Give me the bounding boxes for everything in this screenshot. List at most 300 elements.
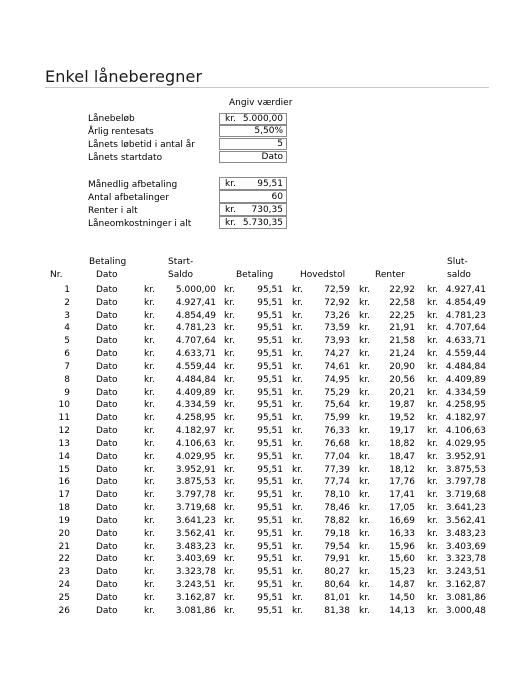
principal-amount: 74,61 — [324, 361, 350, 372]
payment-amount: 95,51 — [257, 400, 283, 411]
table-row — [0, 348, 520, 361]
interest-currency: kr. — [359, 323, 370, 334]
payment-amount: 95,51 — [257, 503, 283, 514]
col-header-nr: Nr. — [50, 270, 63, 280]
interest-amount: 21,91 — [389, 323, 415, 334]
interest-amount: 19,87 — [389, 400, 415, 411]
start-balance: 3.483,23 — [175, 541, 216, 552]
row-date: Dato — [96, 297, 118, 308]
principal-amount: 78,46 — [324, 503, 350, 514]
table-row — [0, 592, 520, 605]
row-date: Dato — [96, 490, 118, 501]
payment-amount: 95,51 — [257, 310, 283, 321]
row-date: Dato — [96, 554, 118, 565]
end-balance: 3.483,23 — [445, 528, 486, 539]
principal-currency: kr. — [292, 464, 303, 475]
row-number: 12 — [58, 426, 70, 437]
payment-amount: 95,51 — [257, 580, 283, 591]
interest-rate-label: Årlig rentesats — [88, 127, 154, 137]
start-balance-currency: kr. — [144, 349, 155, 360]
interest-currency: kr. — [359, 361, 370, 372]
loan-amount-currency: kr. — [225, 114, 236, 124]
principal-amount: 74,95 — [324, 374, 350, 385]
interest-currency: kr. — [359, 374, 370, 385]
principal-amount: 79,91 — [324, 554, 350, 565]
start-balance-currency: kr. — [144, 374, 155, 385]
row-date: Dato — [96, 451, 118, 462]
row-number: 8 — [64, 374, 70, 385]
end-balance: 3.243,51 — [445, 567, 486, 578]
total-cost-box — [219, 216, 287, 229]
interest-amount: 17,41 — [389, 490, 415, 501]
payment-currency: kr. — [224, 554, 235, 565]
start-balance-currency: kr. — [144, 592, 155, 603]
col-header-payment: Betaling — [236, 270, 274, 280]
principal-amount: 77,39 — [324, 464, 350, 475]
principal-currency: kr. — [292, 503, 303, 514]
end-balance-currency: kr. — [427, 400, 438, 411]
row-number: 10 — [58, 400, 70, 411]
start-balance: 4.106,63 — [175, 438, 216, 449]
start-balance-currency: kr. — [144, 515, 155, 526]
loan-term-value: 5 — [277, 139, 283, 149]
row-number: 4 — [64, 323, 70, 334]
table-row — [0, 566, 520, 579]
total-interest-label: Renter i alt — [88, 206, 138, 216]
end-balance-currency: kr. — [427, 605, 438, 616]
principal-amount: 81,01 — [324, 592, 350, 603]
row-number: 22 — [58, 554, 70, 565]
end-balance-currency: kr. — [427, 310, 438, 321]
table-row — [0, 322, 520, 335]
payment-currency: kr. — [224, 580, 235, 591]
row-date: Dato — [96, 580, 118, 591]
start-balance-currency: kr. — [144, 605, 155, 616]
start-balance: 4.334,59 — [175, 400, 216, 411]
payment-currency: kr. — [224, 464, 235, 475]
total-cost-label: Låneomkostninger i alt — [88, 219, 192, 229]
start-balance-currency: kr. — [144, 541, 155, 552]
row-number: 16 — [58, 477, 70, 488]
table-row — [0, 335, 520, 348]
title-divider — [45, 87, 489, 88]
payment-currency: kr. — [224, 451, 235, 462]
start-balance: 4.854,49 — [175, 310, 216, 321]
interest-amount: 18,47 — [389, 451, 415, 462]
start-balance: 4.484,84 — [175, 374, 216, 385]
payment-currency: kr. — [224, 438, 235, 449]
end-balance-currency: kr. — [427, 336, 438, 347]
end-balance-currency: kr. — [427, 541, 438, 552]
end-balance-currency: kr. — [427, 297, 438, 308]
end-balance: 4.182,97 — [445, 413, 486, 424]
start-balance: 4.781,23 — [175, 323, 216, 334]
col-header-end-balance-line2: saldo — [447, 270, 471, 280]
row-date: Dato — [96, 477, 118, 488]
payment-amount: 95,51 — [257, 374, 283, 385]
row-number: 18 — [58, 503, 70, 514]
table-row — [0, 412, 520, 425]
row-date: Dato — [96, 567, 118, 578]
table-row — [0, 438, 520, 451]
row-date: Dato — [96, 285, 118, 295]
payment-currency: kr. — [224, 336, 235, 347]
table-row — [0, 284, 520, 297]
interest-currency: kr. — [359, 541, 370, 552]
end-balance: 3.081,86 — [445, 592, 486, 603]
end-balance: 3.641,23 — [445, 503, 486, 514]
table-row — [0, 528, 520, 541]
interest-amount: 22,25 — [389, 310, 415, 321]
end-balance-currency: kr. — [427, 464, 438, 475]
start-balance-currency: kr. — [144, 528, 155, 539]
table-row — [0, 541, 520, 554]
total-cost-currency: kr. — [225, 218, 236, 228]
interest-amount: 22,92 — [389, 285, 415, 295]
start-balance: 4.707,64 — [175, 336, 216, 347]
table-row — [0, 605, 520, 618]
row-number: 13 — [58, 438, 70, 449]
principal-currency: kr. — [292, 349, 303, 360]
payment-amount: 95,51 — [257, 426, 283, 437]
payment-amount: 95,51 — [257, 361, 283, 372]
end-balance: 3.875,53 — [445, 464, 486, 475]
table-row — [0, 425, 520, 438]
end-balance-currency: kr. — [427, 285, 438, 295]
principal-currency: kr. — [292, 438, 303, 449]
payment-amount: 95,51 — [257, 323, 283, 334]
principal-currency: kr. — [292, 541, 303, 552]
table-row — [0, 464, 520, 477]
end-balance: 3.323,78 — [445, 554, 486, 565]
row-date: Dato — [96, 515, 118, 526]
end-balance-currency: kr. — [427, 490, 438, 501]
principal-currency: kr. — [292, 554, 303, 565]
row-date: Dato — [96, 503, 118, 514]
principal-currency: kr. — [292, 515, 303, 526]
principal-amount: 78,10 — [324, 490, 350, 501]
interest-amount: 18,12 — [389, 464, 415, 475]
payment-amount: 95,51 — [257, 349, 283, 360]
col-header-start-balance-line1: Start- — [168, 257, 194, 267]
start-balance-currency: kr. — [144, 285, 155, 295]
start-balance-currency: kr. — [144, 490, 155, 501]
row-number: 1 — [64, 285, 70, 295]
payment-currency: kr. — [224, 310, 235, 321]
principal-amount: 76,68 — [324, 438, 350, 449]
principal-currency: kr. — [292, 567, 303, 578]
principal-currency: kr. — [292, 592, 303, 603]
end-balance-currency: kr. — [427, 413, 438, 424]
end-balance-currency: kr. — [427, 528, 438, 539]
payment-amount: 95,51 — [257, 605, 283, 616]
end-balance: 4.409,89 — [445, 374, 486, 385]
end-balance-currency: kr. — [427, 592, 438, 603]
row-date: Dato — [96, 400, 118, 411]
row-number: 19 — [58, 515, 70, 526]
interest-currency: kr. — [359, 310, 370, 321]
row-date: Dato — [96, 605, 118, 616]
interest-amount: 20,56 — [389, 374, 415, 385]
loan-amount-value: 5.000,00 — [242, 114, 283, 124]
end-balance-currency: kr. — [427, 515, 438, 526]
table-row — [0, 399, 520, 412]
row-date: Dato — [96, 426, 118, 437]
end-balance: 4.258,95 — [445, 400, 486, 411]
interest-amount: 15,23 — [389, 567, 415, 578]
interest-currency: kr. — [359, 567, 370, 578]
interest-amount: 14,87 — [389, 580, 415, 591]
start-balance-currency: kr. — [144, 580, 155, 591]
payment-currency: kr. — [224, 528, 235, 539]
table-row — [0, 489, 520, 502]
end-balance: 3.719,68 — [445, 490, 486, 501]
end-balance-currency: kr. — [427, 580, 438, 591]
interest-currency: kr. — [359, 477, 370, 488]
principal-currency: kr. — [292, 297, 303, 308]
end-balance-currency: kr. — [427, 567, 438, 578]
payment-currency: kr. — [224, 361, 235, 372]
principal-currency: kr. — [292, 490, 303, 501]
col-header-payment-date-line1: Betaling — [89, 257, 127, 267]
interest-amount: 19,17 — [389, 426, 415, 437]
payment-amount: 95,51 — [257, 490, 283, 501]
payment-amount: 95,51 — [257, 528, 283, 539]
principal-amount: 74,27 — [324, 349, 350, 360]
start-balance-currency: kr. — [144, 477, 155, 488]
interest-amount: 14,13 — [389, 605, 415, 616]
interest-currency: kr. — [359, 285, 370, 295]
interest-currency: kr. — [359, 592, 370, 603]
principal-currency: kr. — [292, 451, 303, 462]
payment-amount: 95,51 — [257, 413, 283, 424]
loan-term-field[interactable] — [219, 138, 287, 150]
input-values-header: Angiv værdier — [229, 98, 293, 108]
end-balance: 3.952,91 — [445, 451, 486, 462]
start-balance: 3.719,68 — [175, 503, 216, 514]
interest-amount: 18,82 — [389, 438, 415, 449]
table-row — [0, 387, 520, 400]
start-balance: 3.562,41 — [175, 528, 216, 539]
row-number: 26 — [58, 605, 70, 616]
payment-count-label: Antal afbetalinger — [88, 193, 169, 203]
start-balance-currency: kr. — [144, 503, 155, 514]
principal-amount: 75,64 — [324, 400, 350, 411]
table-row — [0, 361, 520, 374]
principal-amount: 79,18 — [324, 528, 350, 539]
principal-currency: kr. — [292, 374, 303, 385]
end-balance-currency: kr. — [427, 438, 438, 449]
principal-amount: 75,29 — [324, 387, 350, 398]
end-balance-currency: kr. — [427, 323, 438, 334]
end-balance: 3.162,87 — [445, 580, 486, 591]
end-balance-currency: kr. — [427, 374, 438, 385]
payment-currency: kr. — [224, 400, 235, 411]
principal-amount: 80,27 — [324, 567, 350, 578]
interest-currency: kr. — [359, 349, 370, 360]
table-row — [0, 374, 520, 387]
start-balance: 4.182,97 — [175, 426, 216, 437]
end-balance: 4.781,23 — [445, 310, 486, 321]
payment-currency: kr. — [224, 297, 235, 308]
end-balance: 3.403,69 — [445, 541, 486, 552]
end-balance: 4.334,59 — [445, 387, 486, 398]
start-balance-currency: kr. — [144, 387, 155, 398]
payment-currency: kr. — [224, 490, 235, 501]
row-number: 24 — [58, 580, 70, 591]
principal-amount: 75,99 — [324, 413, 350, 424]
end-balance: 4.484,84 — [445, 361, 486, 372]
row-date: Dato — [96, 310, 118, 321]
interest-currency: kr. — [359, 387, 370, 398]
page-title: Enkel låneberegner — [45, 67, 203, 86]
start-date-field[interactable] — [219, 151, 287, 163]
start-balance-currency: kr. — [144, 567, 155, 578]
monthly-payment-value: 95,51 — [257, 179, 283, 189]
start-balance: 3.162,87 — [175, 592, 216, 603]
table-row — [0, 515, 520, 528]
interest-rate-field[interactable] — [219, 125, 287, 137]
start-balance-currency: kr. — [144, 426, 155, 437]
start-balance: 3.952,91 — [175, 464, 216, 475]
interest-amount: 16,33 — [389, 528, 415, 539]
table-row — [0, 297, 520, 310]
interest-currency: kr. — [359, 554, 370, 565]
loan-amount-field[interactable] — [219, 113, 287, 125]
total-interest-currency: kr. — [225, 205, 236, 215]
start-balance-currency: kr. — [144, 310, 155, 321]
loan-amount-label: Lånebeløb — [88, 114, 135, 124]
total-interest-box — [219, 203, 287, 216]
payment-amount: 95,51 — [257, 387, 283, 398]
start-balance-currency: kr. — [144, 413, 155, 424]
table-row — [0, 579, 520, 592]
interest-currency: kr. — [359, 515, 370, 526]
payment-currency: kr. — [224, 426, 235, 437]
end-balance: 4.029,95 — [445, 438, 486, 449]
interest-amount: 19,52 — [389, 413, 415, 424]
payment-currency: kr. — [224, 477, 235, 488]
end-balance-currency: kr. — [427, 349, 438, 360]
end-balance-currency: kr. — [427, 426, 438, 437]
end-balance: 3.562,41 — [445, 515, 486, 526]
row-date: Dato — [96, 592, 118, 603]
start-balance-currency: kr. — [144, 464, 155, 475]
principal-amount: 72,59 — [324, 285, 350, 295]
start-balance-currency: kr. — [144, 336, 155, 347]
start-balance: 4.258,95 — [175, 413, 216, 424]
payment-currency: kr. — [224, 285, 235, 295]
col-header-start-balance-line2: Saldo — [168, 270, 193, 280]
principal-currency: kr. — [292, 528, 303, 539]
start-balance: 3.641,23 — [175, 515, 216, 526]
payment-currency: kr. — [224, 413, 235, 424]
payment-currency: kr. — [224, 503, 235, 514]
col-header-principal: Hovedstol — [300, 270, 346, 280]
payment-currency: kr. — [224, 374, 235, 385]
row-date: Dato — [96, 336, 118, 347]
payment-amount: 95,51 — [257, 515, 283, 526]
row-date: Dato — [96, 387, 118, 398]
interest-currency: kr. — [359, 528, 370, 539]
row-date: Dato — [96, 464, 118, 475]
payment-currency: kr. — [224, 605, 235, 616]
table-row — [0, 310, 520, 323]
principal-currency: kr. — [292, 336, 303, 347]
start-balance: 4.633,71 — [175, 349, 216, 360]
principal-currency: kr. — [292, 413, 303, 424]
monthly-payment-currency: kr. — [225, 179, 236, 189]
col-header-interest: Renter — [375, 270, 405, 280]
interest-amount: 20,90 — [389, 361, 415, 372]
row-number: 23 — [58, 567, 70, 578]
monthly-payment-box — [219, 177, 287, 190]
interest-amount: 14,50 — [389, 592, 415, 603]
principal-amount: 73,59 — [324, 323, 350, 334]
interest-amount: 21,24 — [389, 349, 415, 360]
principal-currency: kr. — [292, 310, 303, 321]
end-balance: 4.106,63 — [445, 426, 486, 437]
row-number: 7 — [64, 361, 70, 372]
end-balance-currency: kr. — [427, 451, 438, 462]
end-balance: 4.633,71 — [445, 336, 486, 347]
start-balance: 4.559,44 — [175, 361, 216, 372]
table-row — [0, 502, 520, 515]
payment-amount: 95,51 — [257, 541, 283, 552]
interest-amount: 17,05 — [389, 503, 415, 514]
end-balance-currency: kr. — [427, 477, 438, 488]
payment-currency: kr. — [224, 515, 235, 526]
payment-currency: kr. — [224, 387, 235, 398]
start-balance: 3.797,78 — [175, 490, 216, 501]
interest-currency: kr. — [359, 451, 370, 462]
payment-amount: 95,51 — [257, 554, 283, 565]
payment-amount: 95,51 — [257, 592, 283, 603]
interest-amount: 21,58 — [389, 336, 415, 347]
interest-currency: kr. — [359, 503, 370, 514]
payment-amount: 95,51 — [257, 464, 283, 475]
payment-amount: 95,51 — [257, 438, 283, 449]
principal-amount: 79,54 — [324, 541, 350, 552]
payment-currency: kr. — [224, 567, 235, 578]
interest-currency: kr. — [359, 297, 370, 308]
start-balance: 3.875,53 — [175, 477, 216, 488]
interest-amount: 15,60 — [389, 554, 415, 565]
payment-count-box — [219, 190, 287, 203]
payment-currency: kr. — [224, 349, 235, 360]
row-date: Dato — [96, 541, 118, 552]
principal-currency: kr. — [292, 285, 303, 295]
table-row — [0, 451, 520, 464]
start-balance: 3.081,86 — [175, 605, 216, 616]
payment-currency: kr. — [224, 323, 235, 334]
interest-currency: kr. — [359, 438, 370, 449]
principal-amount: 73,26 — [324, 310, 350, 321]
start-balance: 4.409,89 — [175, 387, 216, 398]
payment-count-value: 60 — [271, 192, 283, 202]
row-date: Dato — [96, 413, 118, 424]
principal-currency: kr. — [292, 323, 303, 334]
principal-amount: 81,38 — [324, 605, 350, 616]
start-balance: 4.927,41 — [175, 297, 216, 308]
start-balance-currency: kr. — [144, 323, 155, 334]
col-header-payment-date-line2: Dato — [96, 270, 118, 280]
end-balance: 4.854,49 — [445, 297, 486, 308]
table-row — [0, 476, 520, 489]
row-date: Dato — [96, 528, 118, 539]
interest-currency: kr. — [359, 426, 370, 437]
row-date: Dato — [96, 361, 118, 372]
